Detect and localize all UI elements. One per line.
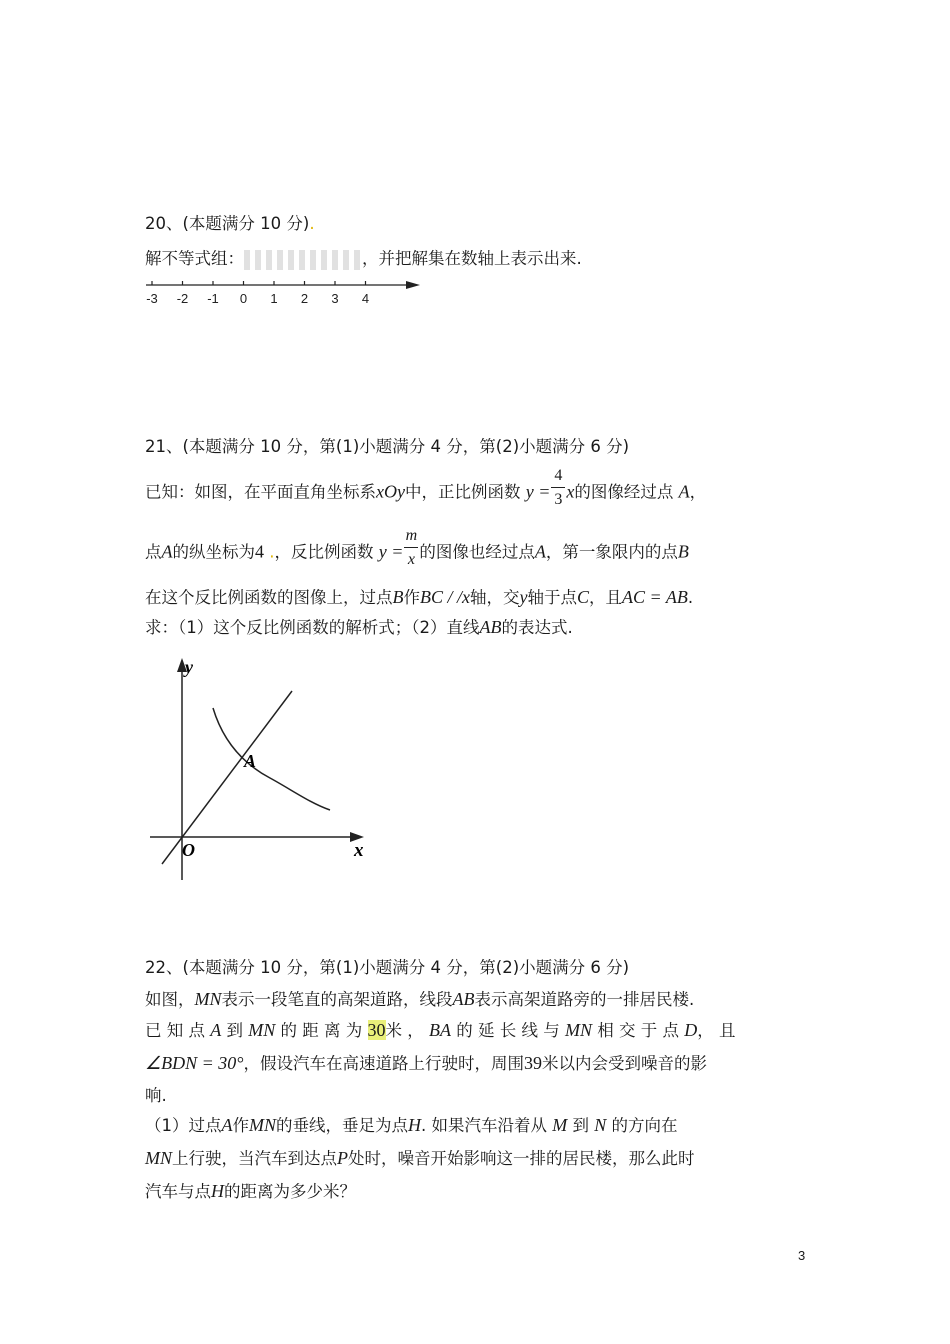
number-line-label: 4: [361, 291, 370, 306]
number-line-label: -2: [176, 291, 189, 306]
q22-line1: 如图，MN表示一段笔直的高架道路，线段AB表示高架道路旁的一排居民楼.: [145, 989, 695, 1009]
page-number: 3: [798, 1248, 806, 1263]
q21-line4: 求：（1）这个反比例函数的解析式；（2）直线AB的表达式.: [145, 617, 573, 637]
inverse-function-curve: [213, 708, 330, 810]
q20-prompt: 解不等式组： ，并把解集在数轴上表示出来.: [145, 249, 582, 268]
number-line-label: 3: [331, 291, 339, 306]
number-line-label: 2: [300, 291, 309, 306]
q22-line2: 已 知 点 A 到 MN 的 距 离 为 30米 ， BA 的 延 长 线 与 MN 相 交 于 点 D， 且: [145, 1020, 736, 1040]
origin-label: O: [182, 840, 195, 860]
number-line-label: -3: [146, 291, 158, 306]
q22-line7: 汽车与点H的距离为多少米？: [145, 1181, 356, 1201]
number-line-label: -1: [207, 291, 219, 306]
q22-line5: （1）过点A作MN的垂线，垂足为点H. 如果汽车沿着从 M 到 N 的方向在: [145, 1115, 678, 1135]
number-line: [138, 276, 428, 310]
q22-line3: ∠BDN = 30°，假设汽车在高速道路上行驶时，周围39米以内会受到噪音的影: [145, 1053, 707, 1073]
number-line-label: 1: [270, 291, 278, 306]
coordinate-graph: [140, 650, 380, 885]
q22-header: 22、(本题满分 10 分，第(1)小题满分 4 分，第(2)小题满分 6 分): [145, 958, 630, 977]
q21-line1: 已知：如图，在平面直角坐标系xOy中，正比例函数 y = $\frac{4}{3}$ x的图像经过点 A，: [145, 467, 707, 508]
q22-line4: 响.: [145, 1086, 167, 1105]
q20-header: 20、(本题满分 10 分).: [145, 214, 315, 233]
q21-header: 21、(本题满分 10 分，第(1)小题满分 4 分，第(2)小题满分 6 分): [145, 437, 630, 456]
point-a-label: A: [244, 751, 257, 771]
q21-line2: 点A的纵坐标为4 .，反比例函数 y = $\frac{m}{x}$ 的图像也经过点A，第一象限内的点B: [145, 527, 689, 568]
q22-line6: MN上行驶，当汽车到达点P处时，噪音开始影响这一排的居民楼，那么此时: [145, 1148, 695, 1168]
fraction-four-thirds: $\frac{4}{3}$: [550, 478, 566, 508]
q21-line3: 在这个反比例函数的图像上，过点B作BC / /x轴，交y轴于点C，且AC = AB.: [145, 587, 694, 607]
x-axis-label: x: [354, 840, 364, 861]
y-axis-label: y: [185, 657, 193, 677]
fraction-m-over-x: $\frac{m}{x}$: [405, 527, 418, 568]
number-line-label: 0: [239, 291, 248, 306]
inequality-system-image: [244, 250, 362, 270]
